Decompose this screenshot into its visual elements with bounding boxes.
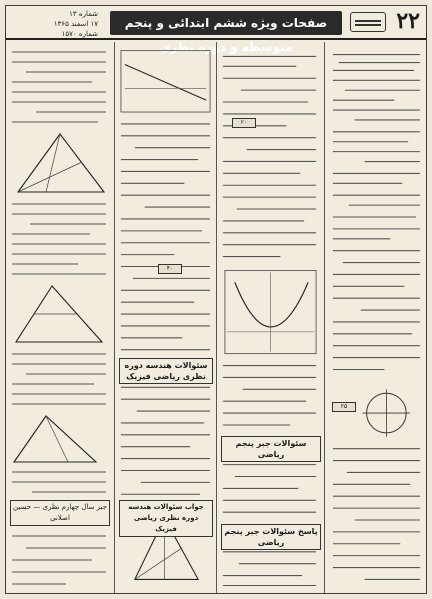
issue-info xyxy=(12,9,98,39)
issue-extra: شماره ۱۵۷۰ xyxy=(61,30,98,38)
newspaper-logo-icon xyxy=(350,12,386,32)
author-credit: جبر سال چهارم نظری — حسین اصلانی xyxy=(10,500,110,526)
column-right-text-lines xyxy=(325,42,426,593)
algebra-questions-title: سئوالات جبر پنجم ریاضی xyxy=(221,436,321,462)
column-left xyxy=(6,42,114,593)
column-center-left xyxy=(114,42,216,593)
answer-box: ۲۰ xyxy=(232,118,256,128)
column-right xyxy=(324,42,426,593)
answer-box: ۲۵ xyxy=(332,402,356,412)
newspaper-page xyxy=(5,5,427,594)
issue-number: شماره ۱۳ xyxy=(69,10,98,18)
math-answers-title: سئوالات هندسه دوره نظری ریاضی فیزیک xyxy=(119,358,213,384)
page-number: ۲۲ xyxy=(396,8,420,34)
page-banner-title: صفحات ویژه ششم ابتدائی و پنجم متوسطه و دوره نظری xyxy=(110,11,342,35)
page-header xyxy=(6,6,426,54)
geometry-answers-title: جواب سئوالات هندسه دوره نظری ریاضی فیزیک xyxy=(119,500,213,537)
fifth-math-answers-title: پاسخ سئوالات جبر پنجم ریاضی xyxy=(221,524,321,550)
issue-date: ۱۷ اسفند ۱۳۶۵ xyxy=(53,20,98,28)
answer-box: ۴۰ xyxy=(158,264,182,274)
